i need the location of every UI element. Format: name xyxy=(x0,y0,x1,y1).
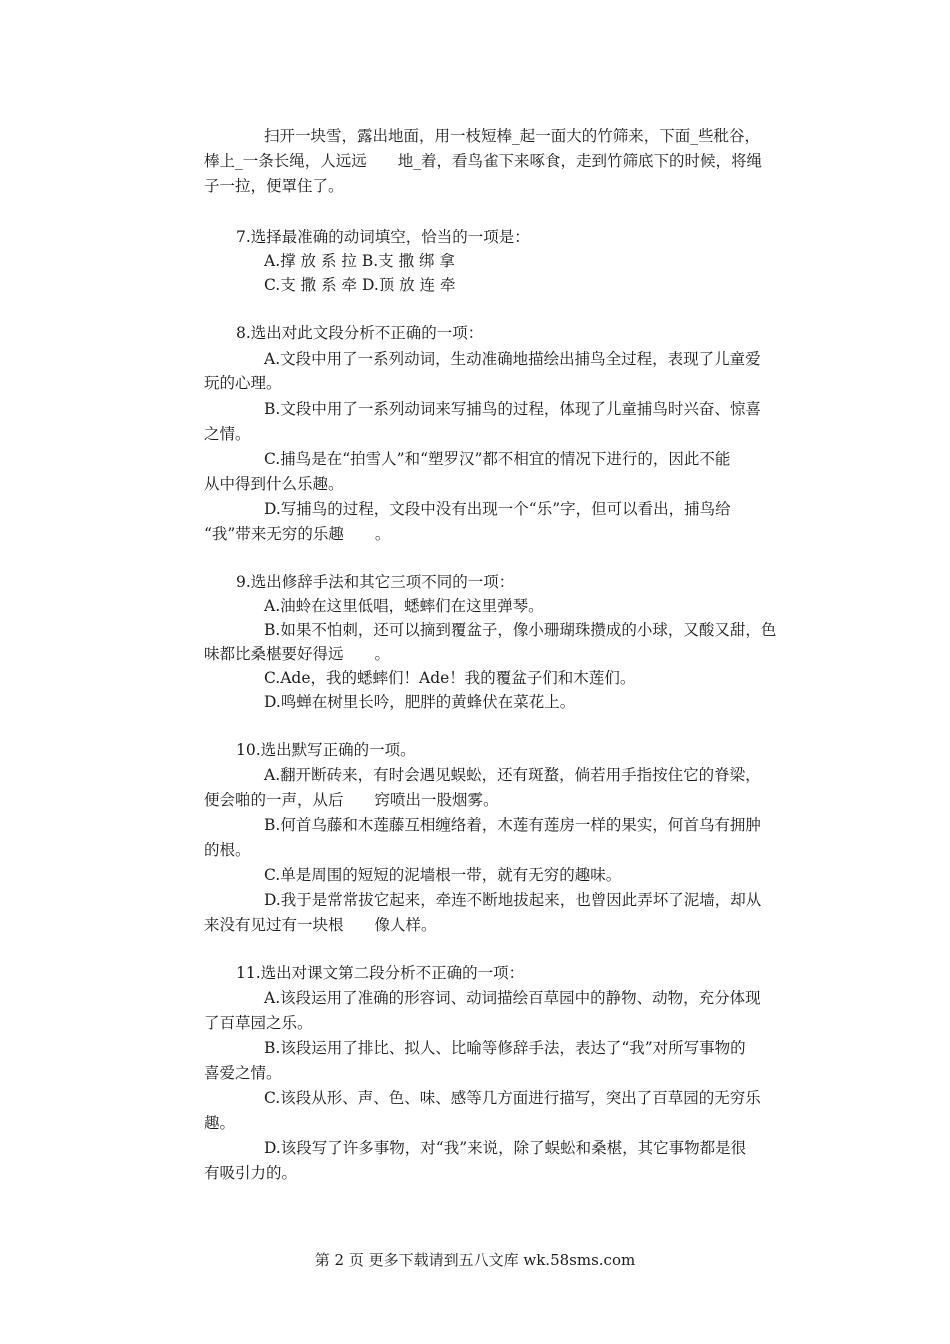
option-line: 之情。 xyxy=(204,425,251,443)
option-line: A.油蛉在这里低唱，蟋蟀们在这里弹琴。 xyxy=(264,597,544,615)
option-line: A.该段运用了准确的形容词、动词描绘百草园中的静物、动物，充分体现 xyxy=(264,989,761,1007)
option-line: D.该段写了许多事物，对“我”来说，除了蜈蚣和桑椹，其它事物都是很 xyxy=(264,1139,747,1157)
question-stem: 11.选出对课文第二段分析不正确的一项： xyxy=(236,964,525,982)
option-line: C.该段从形、声、色、味、感等几方面进行描写，突出了百草园的无穷乐 xyxy=(264,1089,761,1107)
option-line: 的根。 xyxy=(204,841,251,859)
option-line: 喜爱之情。 xyxy=(204,1064,282,1082)
option-line: C.支 撒 系 牵 D.顶 放 连 牵 xyxy=(264,276,456,294)
passage-line: 棒上_一条长绳，人远远 地_着，看鸟雀下来啄食，走到竹筛底下的时候，将绳 xyxy=(204,152,763,170)
page-footer: 第 2 页 更多下载请到五八文库 wk.58sms.com xyxy=(314,1251,636,1269)
option-line: C.单是周围的短短的泥墙根一带，就有无穷的趣味。 xyxy=(264,866,622,884)
option-line: D.写捕鸟的过程，文段中没有出现一个“乐”字，但可以看出，捕鸟给 xyxy=(264,500,731,518)
question-stem: 7.选择最准确的动词填空，恰当的一项是： xyxy=(236,228,530,246)
option-line: 趣。 xyxy=(204,1114,236,1132)
option-line: 味都比桑椹要好得远 。 xyxy=(204,645,391,663)
option-line: C.Ade，我的蟋蟀们！Ade！我的覆盆子们和木莲们。 xyxy=(264,669,636,687)
option-line: B.如果不怕刺，还可以摘到覆盆子，像小珊瑚珠攒成的小球，又酸又甜，色 xyxy=(264,621,777,639)
passage-line: 扫开一块雪，露出地面，用一枝短棒_起一面大的竹筛来，下面_些秕谷， xyxy=(264,127,761,145)
question-stem: 8.选出对此文段分析不正确的一项： xyxy=(236,324,484,342)
option-line: D.我于是常常拔它起来，牵连不断地拔起来，也曾因此弄坏了泥墙，却从 xyxy=(264,891,762,909)
option-line: A.文段中用了一系列动词，生动准确地描绘出捕鸟全过程，表现了儿童爱 xyxy=(264,350,761,368)
option-line: B.该段运用了排比、拟人、比喻等修辞手法，表达了“我”对所写事物的 xyxy=(264,1039,746,1057)
option-line: 从中得到什么乐趣。 xyxy=(204,475,344,493)
option-line: C.捕鸟是在“拍雪人”和“塑罗汉”都不相宜的情况下进行的，因此不能 xyxy=(264,450,731,468)
option-line: 玩的心理。 xyxy=(204,374,282,392)
option-line: 便会啪的一声，从后 窍喷出一股烟雾。 xyxy=(204,791,499,809)
option-line: A.翻开断砖来，有时会遇见蜈蚣，还有斑蝥，倘若用手指按住它的脊梁， xyxy=(264,766,761,784)
option-line: 来没有见过有一块根 像人样。 xyxy=(204,916,437,934)
passage-line: 子一拉，便罩住了。 xyxy=(204,177,344,195)
option-line: B.文段中用了一系列动词来写捕鸟的过程，体现了儿童捕鸟时兴奋、惊喜 xyxy=(264,400,761,418)
option-line: B.何首乌藤和木莲藤互相缠络着，木莲有莲房一样的果实，何首乌有拥肿 xyxy=(264,816,761,834)
option-line: 有吸引力的。 xyxy=(204,1164,298,1182)
option-line: “我”带来无穷的乐趣 。 xyxy=(204,525,391,543)
option-line: A.撑 放 系 拉 B.支 撒 绑 拿 xyxy=(264,252,455,270)
question-stem: 9.选出修辞手法和其它三项不同的一项： xyxy=(236,573,515,591)
question-stem: 10.选出默写正确的一项。 xyxy=(236,741,416,759)
option-line: D.鸣蝉在树里长吟，肥胖的黄蜂伏在菜花上。 xyxy=(264,693,576,711)
option-line: 了百草园之乐。 xyxy=(204,1014,313,1032)
